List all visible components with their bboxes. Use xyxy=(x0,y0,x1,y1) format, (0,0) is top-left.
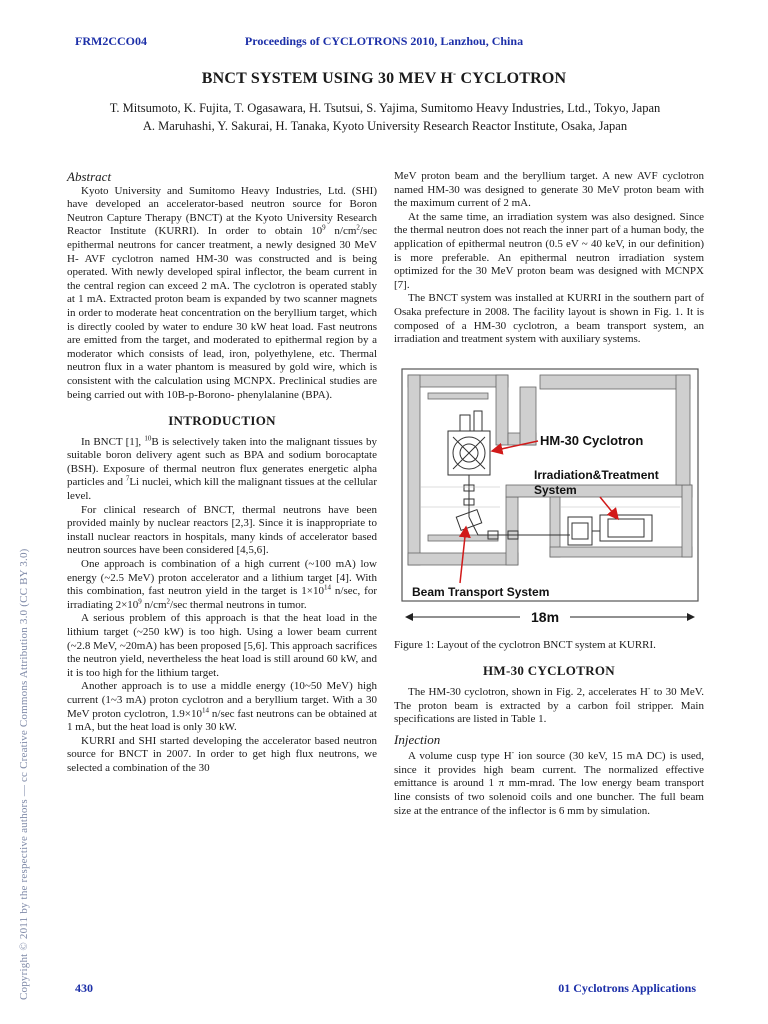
footer-section: 01 Cyclotrons Applications xyxy=(558,981,696,995)
figure-1-layout xyxy=(400,367,700,629)
hm30-paragraph-1: The HM-30 cyclotron, shown in Fig. 2, accelerates H- to 30 MeV. The proton beam is extracted by a carbon foil stripper. Main specifications are listed in Table 1. xyxy=(394,684,704,726)
authors-block xyxy=(70,99,700,135)
copyright-sidebar: Copyright © 2011 by the respective authors — cc Creative Commons Attribution 3.0 (CC BY 3.0) xyxy=(18,548,30,1000)
intro-paragraph-3: One approach is combination of a high current (~100 mA) low energy (~2.5 MeV) proton accelerator and a lithium target [4]. With this combination, fast neutron yield in the target is $1\times 10^{14}$ n/sec, for irradiating $2\times 10^9$ $n/cm^2/\sec$ thermal neutrons in tumor. xyxy=(67,558,377,611)
title-sup: - xyxy=(453,68,457,79)
footer-page-number: 430 xyxy=(75,981,93,995)
intro-paragraph-6: KURRI and SHI started developing the accelerator based neutron source for BNCT in 2007. In order to get high flux neutrons, we selected a combination of the 30 xyxy=(67,734,377,774)
label-irradiation-line-1: Irradiation&Treatment xyxy=(534,467,659,482)
header-paper-id: FRM2CCO04 xyxy=(75,34,147,48)
authors-line-1: T. Mitsumoto, K. Fujita, T. Ogasawara, H. Tsutsui, S. Yajima, Sumitomo Heavy Industries, Ltd., Tokyo, Japan xyxy=(109,101,661,115)
intro-paragraph-7: At the same time, an irradiation system was also designed. Since the thermal neutron does not reach the inner part of a human body, the application of epithermal neutron (0.5 eV ~ 40 keV, in our definition) is more preferable. An epithermal neutron irradiation system optimized for the 30 MeV proton beam was designed with MCNPX [7]. xyxy=(394,210,704,291)
label-beam-transport: Beam Transport System xyxy=(412,584,550,599)
hm30-heading: HM-30 CYCLOTRON xyxy=(483,663,615,679)
abstract-heading: Abstract xyxy=(67,169,112,184)
scale-label: 18m xyxy=(531,608,560,625)
intro-paragraph-2: For clinical research of BNCT, thermal neutrons have been provided mainly by nuclear reactors [2,3]. Since it is inappropriate to install nuclear reactors in hospitals, many kinds of accelerator based neutron sources have been considered [4,5,6]. xyxy=(67,503,377,557)
intro-paragraph-4: A serious problem of this approach is that the heat load in the lithium target (~250 kW) is too high. Using a lower beam current (~2.8 MeV, ~20mA) has been proposed [5,6]. This approach sacrifices the neutron yield, nevertheless the heat load is still around 60 kW, and it is too high for the lithium target. xyxy=(67,612,377,679)
injection-heading: Injection xyxy=(394,731,441,747)
intro-paragraph-6-continued: MeV proton beam and the beryllium target. A new AVF cyclotron named HM-30 was designed to generate 30 MeV proton beam with the maximum current of 2 mA. xyxy=(394,170,704,210)
right-column xyxy=(394,170,704,818)
intro-paragraph-5: Another approach is to use a middle energy (10~50 MeV) high current (1~3 mA) proton cyclotron and a beryllium target. With a 30 MeV proton cyclotron, $1.9\times 10^{14}$ n/sec fast neutrons can be obtained at 1 mA, but the heat load is only 30 kW. xyxy=(67,680,377,734)
title-text-rest: CYCLOTRON xyxy=(456,70,567,87)
abstract-paragraph: Kyoto University and Sumitomo Heavy Industries, Ltd. (SHI) have developed an accelerator-based neutron source for Boron Neutron Capture Therapy (BNCT) at the Kyoto University Research Reactor Institute (KURRI). In order to obtain $10^9$ $n/cm^2/\sec$ epithermal neutrons for cancer treatment, a newly designed 30 MeV H- AVF cyclotron named HM-30 was constructed and is being operated. With newly developed spiral inflector, the beam current in the central region can exceed 2 mA. The cyclotron is operated stably at 1 mA. Extracted proton beam is expanded by two scanner magnets in order to moderate heat concentration on the beryllium target, which is directly cooled by water to endure 30 kW heat load. Fast neutrons are emitted from the target, and moderated to epithermal region by a moderator which consists of lead, iron, polyethylene, etc. Thermal neutron flux in a water phantom is measured by gold wire, which is consistent with the calculation using MCNPX. Preclinical studies are being carried out with 10B-p-Borono- phenylalanine (BPA). xyxy=(67,184,377,401)
introduction-heading: INTRODUCTION xyxy=(168,413,276,429)
intro-paragraph-8: The BNCT system was installed at KURRI in the southern part of Osaka prefecture in 2008. The facility layout is shown in Fig. 1. It is composed of a HM-30 cyclotron, a beam transport system, an irradiation and treatment system with auxiliary systems. xyxy=(394,292,704,346)
left-column xyxy=(67,170,377,776)
paper-title xyxy=(0,70,768,88)
injection-paragraph: A volume cusp type H- ion source (30 keV, 15 mA DC) is used, since it provides high beam current. The normalized effective emittance is around 1 π mm-mrad. The low energy beam transport line consists of two solenoid coils and one buncher. The full beam size at the entrance of the inflector is 6 mm by simulation. xyxy=(394,748,704,817)
scale-bar xyxy=(406,609,694,625)
intro-paragraph-1: In BNCT [1], $^{10}$B is selectively taken into the malignant tissues by suitable boron delivery agent such as BPA and sodium borocaptate (BSH). Exposure of thermal neutron flux generates energetic alpha particles and $^7$Li nuclei, which kill the malignant tissues at the cellular level. xyxy=(67,434,377,503)
label-irradiation-line-2: System xyxy=(534,482,577,497)
label-cyclotron: HM-30 Cyclotron xyxy=(540,432,644,448)
authors-line-2: A. Maruhashi, Y. Sakurai, H. Tanaka, Kyoto University Research Reactor Institute, Osaka, Japan xyxy=(142,119,628,133)
figure-1-caption: Figure 1: Layout of the cyclotron BNCT system at KURRI. xyxy=(394,638,656,651)
title-text: BNCT SYSTEM USING 30 MEV H xyxy=(201,70,454,87)
facility-layout-drawing xyxy=(400,367,700,629)
header-proceedings: Proceedings of CYCLOTRONS 2010, Lanzhou, China xyxy=(244,34,524,48)
